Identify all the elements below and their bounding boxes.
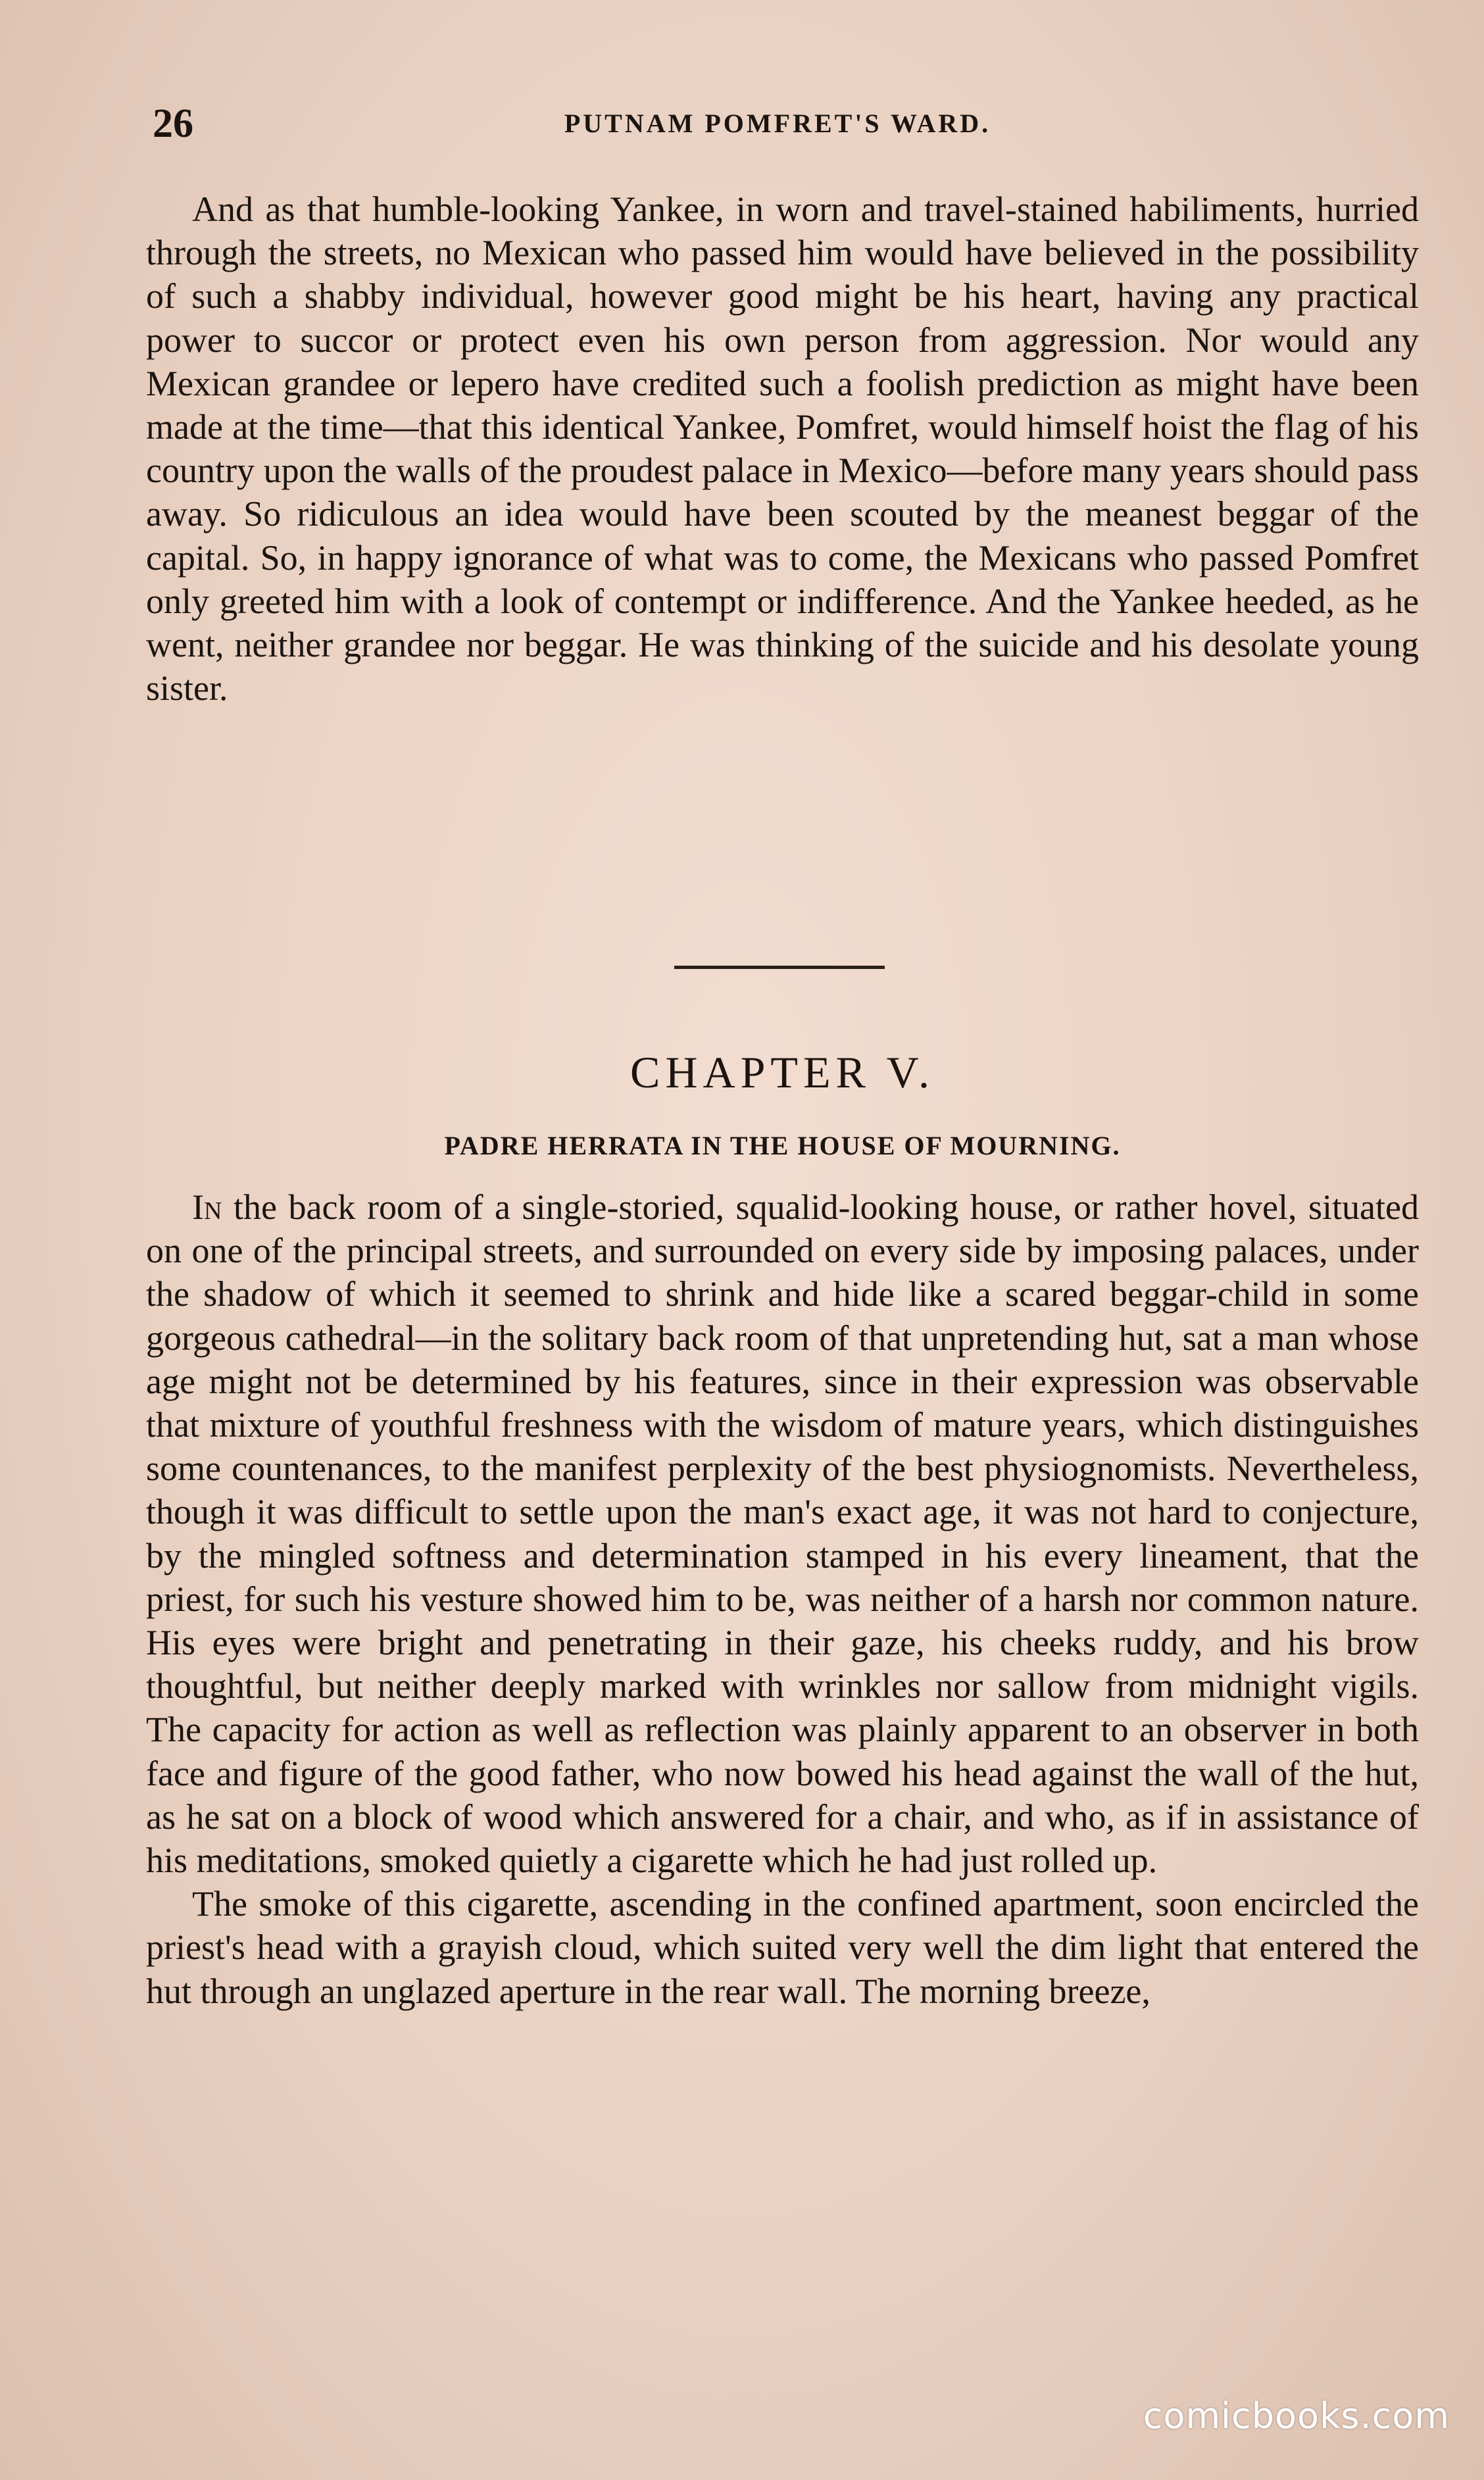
running-head [153, 97, 1402, 150]
paragraph: And as that humble-looking Yankee, in worn and travel-stained habiliments, hurried through the streets, no Mexican who passed him would have believed in the possibility of such a shabby individual, however good might be his heart, having any practical power to succor or protect even his own person from aggression. Nor would any Mexican grandee or lepero have credited such a foolish prediction as might have been made at the time—that this identical Yankee, Pomfret, would himself hoist the flag of his country upon the walls of the proudest palace in Mexico—before many years should pass away. So ridiculous an idea would have been scouted by the meanest beggar of the capital. So, in happy ignorance of what was to come, the Mexicans who passed Pomfret only greeted him with a look of contempt or indifference. And the Yankee heeded, as he went, neither grandee nor beggar. He was thinking of the suicide and his desolate young sister. [146, 189, 1419, 708]
chapter-text [146, 1185, 1419, 2013]
paragraph [146, 1185, 1419, 1882]
chapter-lead-word: In [192, 1187, 222, 1227]
page-number: 26 [153, 101, 193, 146]
chapter-subtitle: PADRE HERRATA IN THE HOUSE OF MOURNING. [444, 1131, 1121, 1160]
section-rule [674, 966, 885, 969]
paragraph-body: the back room of a single-storied, squalid-looking house, or rather hovel, situated on one of the principal streets, and surrounded on every side by imposing palaces, under the shadow of which it seemed to shrink and hide like a scared beggar-child in some gorgeous cathedral—in the solitary back room of that unpretending hut, sat a man whose age might not be determined by his features, since in their expression was observable that mixture of youthful freshness with the wisdom of mature years, which distinguishes some countenances, to the manifest perplexity of the best physiognomists. Nevertheless, though it was difficult to settle upon the man's exact age, it was not hard to conjecture, by the mingled softness and determination stamped in his every lineament, that the priest, for such his vesture showed him to be, was neither of a harsh nor common nature. His eyes were bright and penetrating in their gaze, his cheeks ruddy, and his brow thoughtful, but neither deeply marked with wrinkles nor sallow from midnight vigils. The capacity for action as well as reflection was plainly apparent to an observer in both face and figure of the good father, who now bowed his head against the wall of the hut, as he sat on a block of wood which answered for a chair, and who, as if in assistance of his meditations, smoked quietly a cigarette which he had just rolled up. [146, 1187, 1419, 1881]
chapter-title: CHAPTER V. [630, 1047, 935, 1097]
watermark-logo: comicbooks.com [1143, 2395, 1450, 2437]
running-title: PUTNAM POMFRET'S WARD. [564, 109, 991, 138]
paragraph: The smoke of this cigarette, ascending in the confined apartment, soon encircled the priest's head with a grayish cloud, which suited very well the dim light that entered the hut through an unglazed aperture in the rear wall. The morning breeze, [146, 1884, 1419, 2011]
preceding-text [146, 187, 1419, 710]
